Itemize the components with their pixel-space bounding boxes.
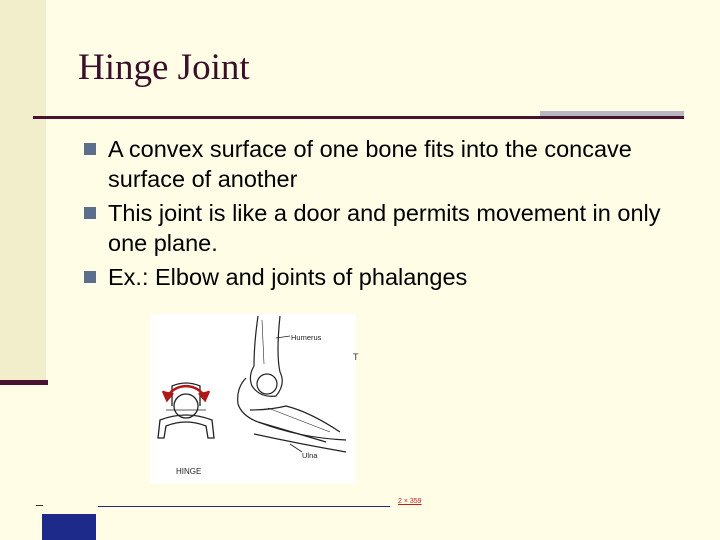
bullet-text: A convex surface of one bone fits into the concave surface of another [108, 136, 632, 192]
bullet-list [84, 134, 704, 296]
square-bullet-icon [84, 207, 96, 219]
sidebar-bottom-bar [0, 380, 48, 385]
left-sidebar-band [0, 0, 46, 382]
footer-dash [36, 505, 43, 506]
bullet-item [84, 262, 704, 292]
ulna-label: Ulna [302, 451, 318, 460]
slide-title: Hinge Joint [78, 47, 250, 88]
footer-rule [98, 506, 390, 507]
figure-side-mark: T [353, 352, 359, 362]
hinge-label: HINGE [176, 467, 202, 476]
bullet-item [84, 134, 704, 194]
square-bullet-icon [84, 143, 96, 155]
hinge-joint-illustration [150, 314, 356, 484]
hinge-diagram [158, 383, 214, 438]
bullet-text: Ex.: Elbow and joints of phalanges [108, 264, 468, 290]
leader-lines [276, 336, 302, 452]
rotation-arrow-icon [163, 386, 209, 400]
title-rule [33, 116, 684, 119]
humerus-label: Humerus [291, 333, 322, 342]
footer-link[interactable]: 2 × 359 [398, 498, 422, 505]
footer-color-block [42, 514, 96, 540]
bullet-item [84, 198, 704, 258]
bullet-text: This joint is like a door and permits movement in only one plane. [108, 200, 661, 256]
square-bullet-icon [84, 271, 96, 283]
